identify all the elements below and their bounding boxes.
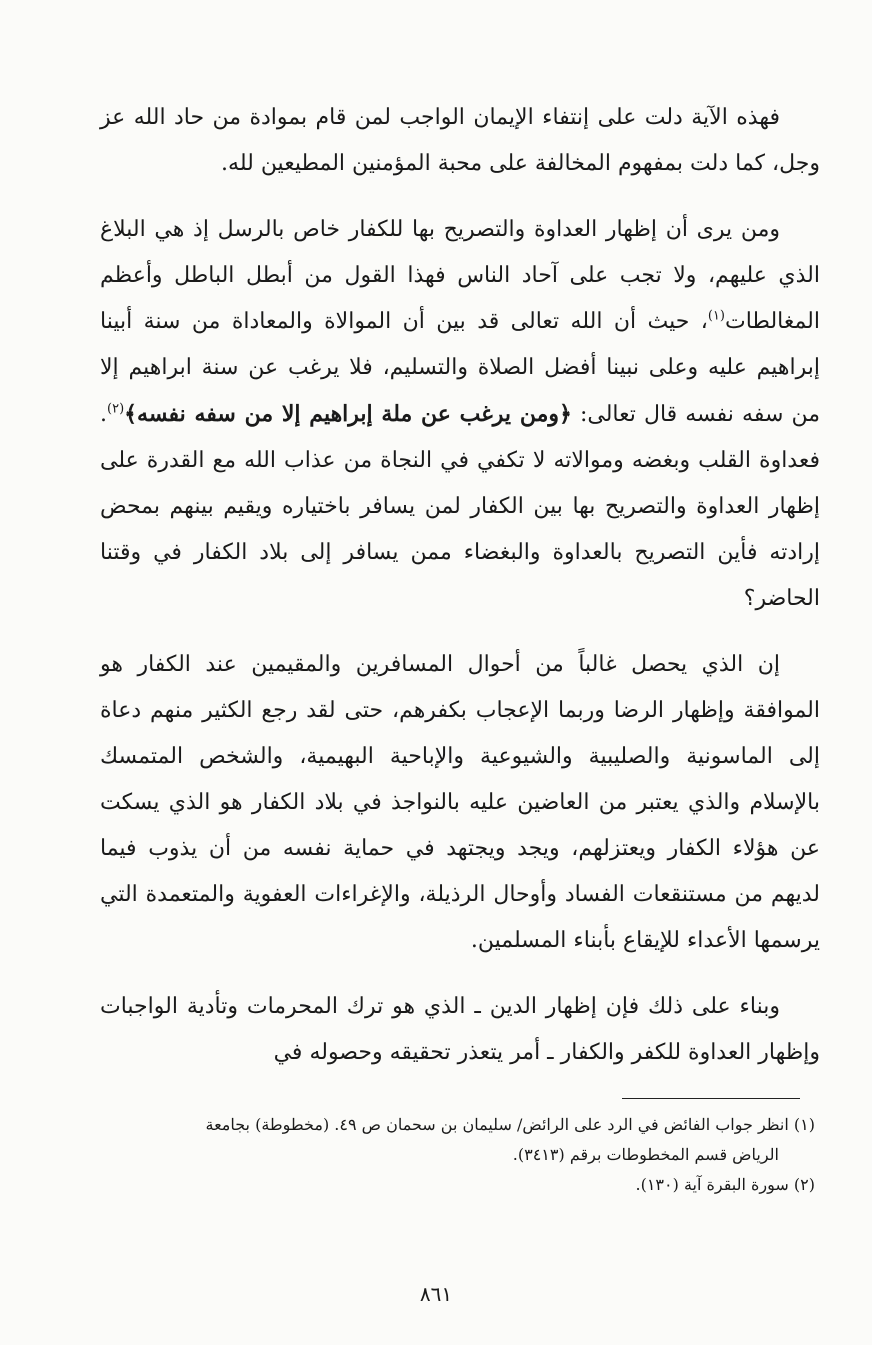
footnote-ref-1: (١) xyxy=(707,308,725,324)
footnote-1-line-1: (١) انظر جواب الفائض في الرد على الرائض/ سليمان بن سحمان ص ٤٩. (مخطوطة) بجامعة xyxy=(205,1115,815,1134)
paragraph-2-part-a: ومن يرى أن إظهار العداوة والتصريح بها للكفار خاص بالرسل إذ هي البلاغ الذي عليهم، ولا تجب على آحاد الناس فهذا القول من أبطل الباطل وأعظم المغالطات xyxy=(100,217,820,334)
paragraph-2-part-c: . فعداوة القلب وبغضه وموالاته لا تكفي في النجاة من عذاب الله مع القدرة على إظهار العداوة والتصريح بها بين الكفار لمن يسافر باختياره ويقيم بينهم بمحض إرادته فأين التصريح بالعداوة والبغضاء ممن يسافر إلى بلاد الكفار في وقتنا الحاضر؟ xyxy=(100,402,820,611)
footnote-2: (٢) سورة البقرة آية (١٣٠). xyxy=(635,1175,815,1194)
paragraph-1: فهذه الآية دلت على إنتفاء الإيمان الواجب لمن قام بموادة من حاد الله عز وجل، كما دلت بمفهوم المخالفة على محبة المؤمنين المطيعين لله. xyxy=(100,105,820,176)
footnotes xyxy=(100,1110,815,1200)
footnote-separator xyxy=(622,1098,800,1099)
body-text xyxy=(100,95,820,1076)
footnote-ref-2: (٢) xyxy=(107,401,125,417)
quran-quote: ﴿ومن يرغب عن ملة إبراهيم إلا من سفه نفسه﴾ xyxy=(124,401,572,427)
paragraph-4: وبناء على ذلك فإن إظهار الدين ـ الذي هو ترك المحرمات وتأدية الواجبات وإظهار العداوة للكفر والكفار ـ أمر يتعذر تحقيقه وحصوله في xyxy=(100,994,820,1065)
paragraph-3: إن الذي يحصل غالباً من أحوال المسافرين والمقيمين عند الكفار هو الموافقة وإظهار الرضا وربما الإعجاب بكفرهم، حتى لقد رجع الكثير منهم دعاة إلى الماسونية والصليبية والشيوعية والإباحية البهيمية، والشخص المتمسك بالإسلام والذي يعتبر من العاضين عليه بالنواجذ في بلاد الكفار هو الذي يسكت عن هؤلاء الكفار ويعتزلهم، ويجد ويجتهد في حماية نفسه من أن يذوب فيما لديهم من مستنقعات الفساد وأوحال الرذيلة، والإغراءات العفوية والمتعمدة التي يرسمها الأعداء للإيقاع بأبناء المسلمين. xyxy=(100,652,820,953)
footnote-1-line-2: الرياض قسم المخطوطات برقم (٣٤١٣). xyxy=(512,1145,779,1164)
paragraph-2 xyxy=(100,207,820,622)
footnote-1 xyxy=(100,1110,815,1170)
page-number: ٨٦١ xyxy=(419,1282,453,1306)
paragraph-2-part-b: ، حيث أن الله تعالى قد بين أن الموالاة والمعاداة من سنة أبينا إبراهيم عليه وعلى نبينا أفضل الصلاة والتسليم، فلا يرغب عن سنة ابراهيم إلا من سفه نفسه قال تعالى: xyxy=(100,309,821,427)
